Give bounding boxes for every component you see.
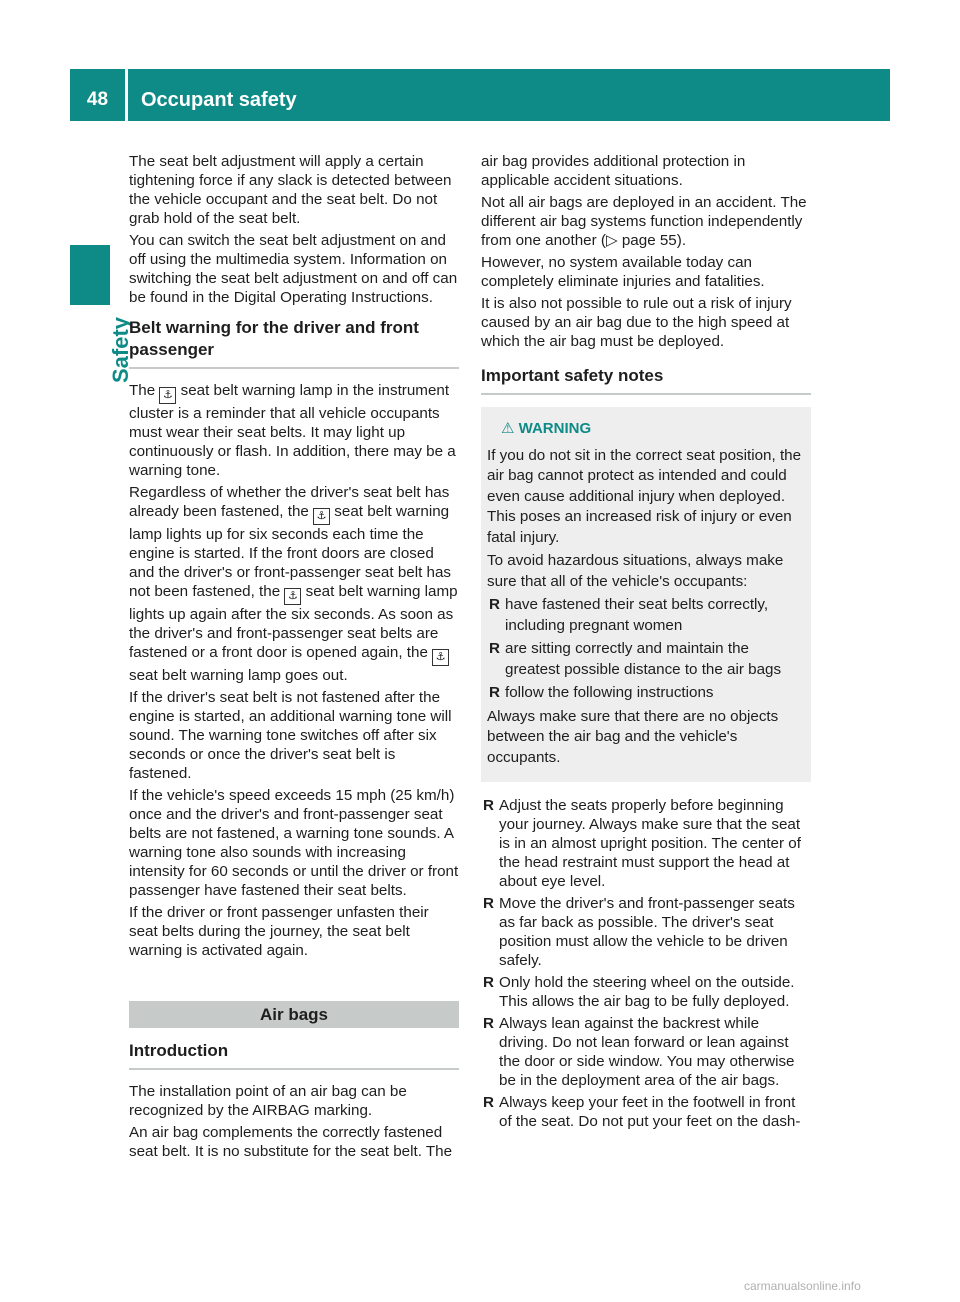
left-column: [129, 152, 459, 1164]
list-item: R Always keep your feet in the footwell in front of the seat. Do not put your feet on the dash-: [481, 1093, 811, 1131]
paragraph: [129, 381, 459, 480]
paragraph: You can switch the seat belt adjustment on and off using the multimedia system. Information on switching the seat belt adjustment on and off can be found in the Digital Operating Instructions.: [129, 232, 458, 306]
paragraph: However, no system available today can completely eliminate injuries and fatalities.: [481, 254, 765, 290]
paragraph: [129, 483, 459, 685]
side-tab: [70, 310, 133, 390]
side-tab-block: [70, 245, 110, 305]
section-air-bags: Air bags: [129, 1001, 459, 1028]
page-title: Occupant safety: [141, 89, 297, 111]
paragraph: The seat belt adjustment will apply a certain tightening force if any slack is detected between the vehicle occupant and the seat belt. Do not grab hold of the seat belt.: [129, 153, 452, 227]
side-tab-label: Safety: [108, 316, 133, 383]
warning-title: [501, 419, 805, 440]
list-item: R Always lean against the backrest while driving. Do not lean forward or lean against the door or side window. You may otherwise be in the deployment area of the air bags.: [481, 1014, 811, 1090]
text: seat belt warning lamp in the instrument cluster is a reminder that all vehicle occupants must wear their seat belts. It may light up continuously or flash. In addition, there may be a warning tone.: [129, 382, 456, 479]
heading-important-safety-notes: Important safety notes: [481, 365, 811, 395]
text: Not all air bags are deployed in an accident. The different air bag systems function independently from one another (: [481, 194, 807, 249]
list-item: R have fastened their seat belts correctly, including pregnant women: [487, 595, 805, 636]
seat-belt-warning-lamp-icon: ⚓: [313, 508, 330, 525]
seat-belt-warning-lamp-icon: ⚓: [284, 588, 301, 605]
seat-belt-warning-lamp-icon: ⚓: [432, 649, 449, 666]
paragraph: Always make sure that there are no objects between the air bag and the vehicle's occupants.: [487, 707, 779, 766]
heading-introduction: Introduction: [129, 1040, 459, 1070]
list-item: R Move the driver's and front-passenger seats as far back as possible. The driver's seat position must allow the vehicle to be driven safely.: [481, 894, 811, 970]
page-reference-link[interactable]: ▷ page 55: [605, 232, 677, 249]
paragraph: If the vehicle's speed exceeds 15 mph (25 km/h) once and the driver's and front-passenger seat belts are not fastened, a warning tone sounds. A warning tone also sounds with increasing intensity for 60 seconds or until the driver or front passenger have fastened their seat belts.: [129, 787, 459, 899]
list-item: R Only hold the steering wheel on the outside. This allows the air bag to be fully deployed.: [481, 973, 811, 1011]
right-column: [481, 152, 811, 1134]
text: seat belt warning lamp lights up again after the six seconds. As soon as the driver's and front-passenger seat belts are fastened or a front door is opened again, the: [129, 583, 458, 661]
list-item: R are sitting correctly and maintain the greatest possible distance to the air bags: [487, 639, 805, 680]
text: Regardless of whether the driver's seat belt has already been fastened, the: [129, 484, 450, 520]
page-number: 48: [86, 89, 109, 110]
paragraph: If you do not sit in the correct seat position, the air bag cannot protect as intended and could even cause additional injury when deployed. This poses an increased risk of injury or even fatal injury.: [487, 446, 802, 546]
header-divider: [125, 69, 128, 121]
text: seat belt warning lamp goes out.: [129, 667, 348, 684]
text: ).: [676, 232, 687, 249]
heading-belt-warning: Belt warning for the driver and front passenger: [129, 317, 459, 369]
warning-triangle-icon: ⚠: [501, 420, 515, 437]
list-item: R follow the following instructions: [487, 683, 805, 704]
seat-belt-warning-lamp-icon: ⚓: [159, 387, 176, 404]
paragraph: The installation point of an air bag can be recognized by the AIRBAG marking.: [129, 1083, 407, 1119]
paragraph: If the driver or front passenger unfasten their seat belts during the journey, the seat belt warning is activated again.: [129, 904, 429, 959]
paragraph: An air bag complements the correctly fastened seat belt. It is no substitute for the seat belt. The: [129, 1124, 453, 1160]
paragraph: If the driver's seat belt is not fastened after the engine is started, an additional warning tone will sound. The warning tone switches off after six seconds or once the driver's seat belt is fastened.: [129, 689, 452, 782]
text: The: [129, 382, 160, 399]
list-item: R Adjust the seats properly before beginning your journey. Always make sure that the seat is in an almost upright position. The center of the head restraint must support the head at about eye level.: [481, 796, 811, 891]
paragraph: It is also not possible to rule out a risk of injury caused by an air bag due to the high speed at which the air bag must be deployed.: [481, 295, 792, 350]
watermark: carmanualsonline.info: [744, 1279, 861, 1293]
paragraph: To avoid hazardous situations, always make sure that all of the vehicle's occupants:: [487, 552, 784, 590]
paragraph: [481, 193, 811, 250]
paragraph: air bag provides additional protection in applicable accident situations.: [481, 153, 746, 189]
warning-box: [481, 407, 811, 782]
text: seat belt warning lamp lights up for six seconds each time the engine is started. If the front doors are closed and the driver's or front-passenger seat belt has not been fastened, the: [129, 503, 452, 600]
warning-title-text: WARNING: [518, 420, 592, 437]
